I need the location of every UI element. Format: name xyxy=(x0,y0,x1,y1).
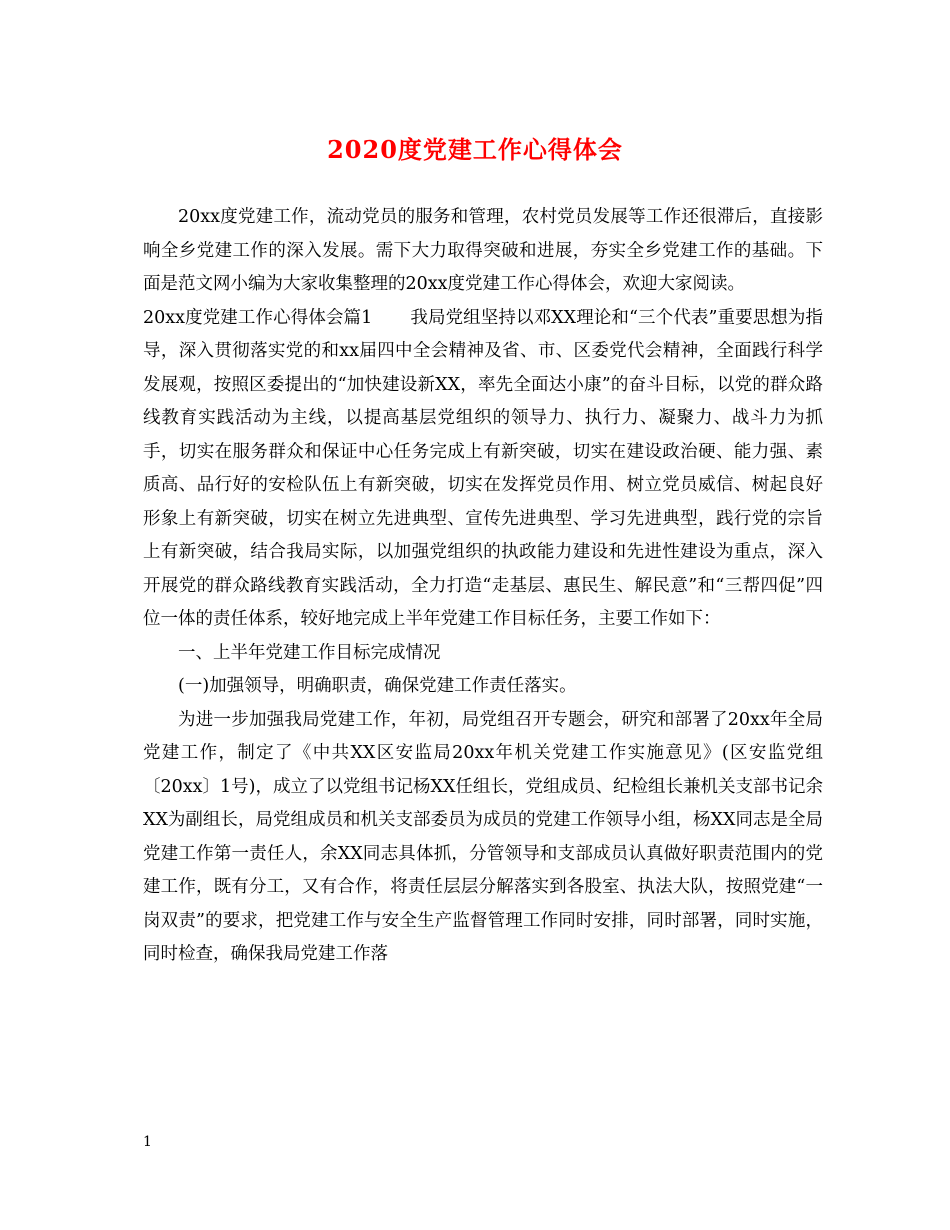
body-paragraph: 为进一步加强我局党建工作，年初，局党组召开专题会，研究和部署了20xx年全局党建工作，制定了《中共XX区安监局20xx年机关党建工作实施意见》(区安监党组〔20xx〕1号)，成立了以党组书记杨XX任组长，党组成员、纪检组长兼机关支部书记余XX为副组长，局党组成员和机关支部委员为成员的党建工作领导小组，杨XX同志是全局党建工作第一责任人，余XX同志具体抓，分管领导和支部成员认真做好职责范围内的党建工作，既有分工，又有合作，将责任层层分解落实到各股室、执法大队，按照党建“一岗双责”的要求，把党建工作与安全生产监督管理工作同时安排，同时部署，同时实施，同时检查，确保我局党建工作落 xyxy=(143,709,823,964)
document-body xyxy=(143,201,823,972)
section-heading: 一、上半年党建工作目标完成情况 xyxy=(178,642,441,663)
subsection-heading: (一)加强领导，明确职责，确保党建工作责任落实。 xyxy=(178,676,577,696)
article-body: 我局党组坚持以邓XX理论和“三个代表”重要思想为指导，深入贯彻落实党的和xx届四中全会精神及省、市、区委党代会精神，全面践行科学发展观，按照区委提出的“加快建设新XX，率先全面达小康”的奋斗目标，以党的群众路线教育实践活动为主线，以提高基层党组织的领导力、执行力、凝聚力、战斗力为抓手，切实在服务群众和保证中心任务完成上有新突破，切实在建设政治硬、能力强、素质高、品行好的安检队伍上有新突破，切实在发挥党员作用、树立党员威信、树起良好形象上有新突破，切实在树立先进典型、宣传先进典型、学习先进典型，践行党的宗旨上有新突破，结合我局实际，以加强党组织的执政能力建设和先进性建设为重点，深入开展党的群众路线教育实践活动，全力打造“走基层、惠民生、解民意”和“三帮四促”四位一体的责任体系，较好地完成上半年党建工作目标任务，主要工作如下： xyxy=(143,307,824,629)
intro-paragraph: 20xx度党建工作，流动党员的服务和管理，农村党员发展等工作还很滞后，直接影响全乡党建工作的深入发展。需下大力取得突破和进展，夯实全乡党建工作的基础。下面是范文网小编为大家收集整理的20xx度党建工作心得体会，欢迎大家阅读。 xyxy=(143,207,823,294)
article-heading: 20xx度党建工作心得体会篇1 xyxy=(143,307,373,328)
document-title: 2020度党建工作心得体会 xyxy=(327,135,623,164)
article-paragraph xyxy=(143,302,823,637)
page-number: 1 xyxy=(143,1134,152,1150)
